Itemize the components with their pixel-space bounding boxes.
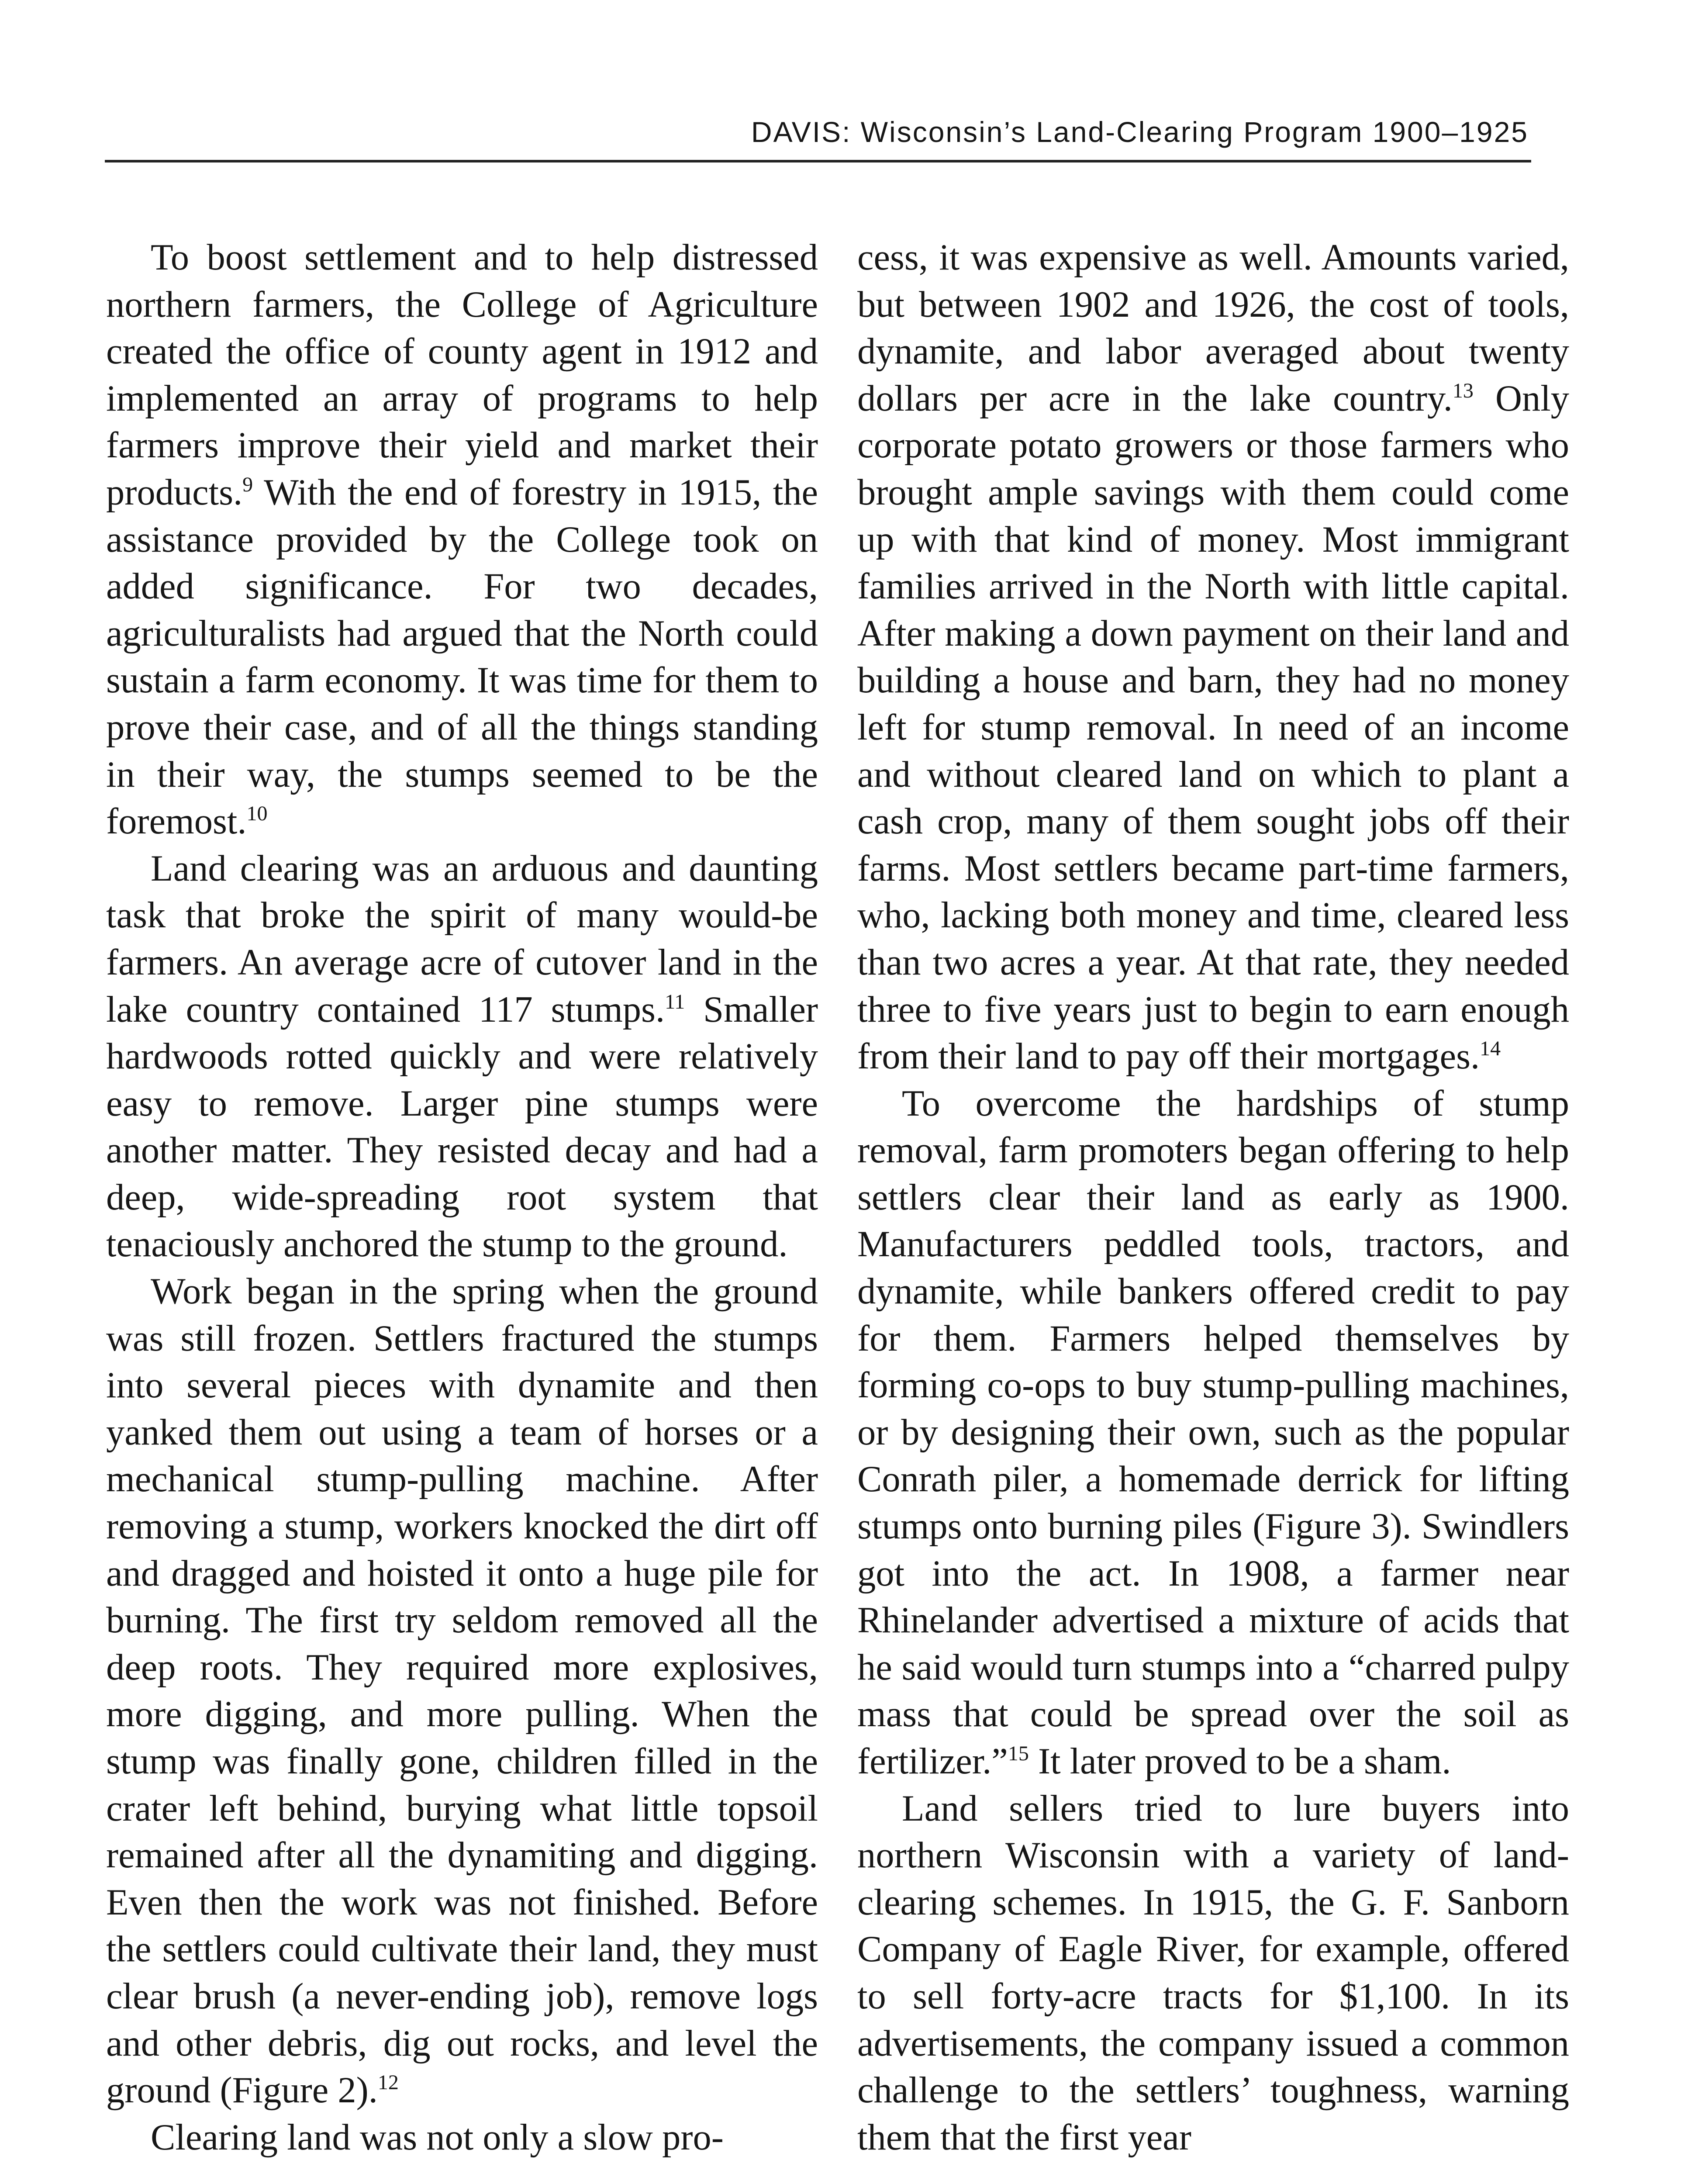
paragraph-text: cess, it was expensive as well. Amounts varied, but between 1902 and 1926, the cost of tools, dynamite, and labor averaged about twenty dollars per acre in the lake country. [857, 237, 1569, 419]
paragraph-text: It later proved to be a sham. [1029, 1741, 1451, 1782]
paragraph-farm-promoters [857, 1080, 1569, 1785]
paragraph-text: To boost settlement and to help distressed northern farmers, the College of Agriculture created the office of county agent in 1912 and implemented an array of programs to help farmers improve their yield and market their products. [106, 237, 818, 513]
paragraph-text: Land clearing was an arduous and daunting task that broke the spirit of many would-be farmers. An average acre of cutover land in the lake country contained 117 stumps. [106, 848, 818, 1030]
footnote-ref-11: 11 [665, 990, 685, 1013]
paragraph-text: Smaller hardwoods rotted quickly and were relatively easy to remove. Larger pine stumps were another matter. They resisted decay and had a deep, wide-spreading root system that tenaciously anchored the stump to the ground. [106, 989, 818, 1265]
footnote-ref-15: 15 [1008, 1742, 1029, 1765]
footnote-ref-14: 14 [1480, 1037, 1501, 1061]
paragraph-county-agent [106, 234, 818, 845]
paragraph-text: With the end of forestry in 1915, the assistance provided by the College took on added significance. For two decades, agriculturalists had argued that the North could sustain a farm economy. It was time for them to prove their case, and of all the things standing in their way, the stumps seemed to be the foremost. [106, 472, 818, 842]
paragraph-text: To overcome the hardships of stump removal, farm promoters began offering to help settlers clear their land as early as 1900. Manufacturers peddled tools, tractors, and dynamite, while bankers offered credit to pay for them. Farmers helped themselves by forming co-ops to buy stump-pulling machines, or by designing their own, such as the popular Conrath piler, a homemade derrick for lifting stumps onto burning piles (Figure 3). Swindlers got into the act. In 1908, a farmer near Rhinelander advertised a mixture of acids that he said would turn stumps into a “charred pulpy mass that could be spread over the soil as fertilizer.” [857, 1083, 1569, 1782]
running-head: DAVIS: Wisconsin’s Land-Clearing Program 1900–1925 [751, 116, 1529, 148]
footnote-ref-10: 10 [246, 802, 268, 826]
paragraph-land-clearing [106, 845, 818, 1268]
footnote-ref-12: 12 [377, 2071, 399, 2094]
paragraph-land-sellers [857, 1785, 1569, 2161]
footnote-ref-13: 13 [1452, 379, 1474, 402]
paragraph-clearing-cost-continued [857, 234, 1569, 1080]
paragraph-work-began [106, 1268, 818, 2114]
paragraph-clearing-cost-start [106, 2114, 818, 2161]
left-column [106, 234, 818, 2161]
paragraph-text: Clearing land was not only a slow pro- [151, 2117, 724, 2158]
right-column [857, 234, 1569, 2161]
paragraph-text: Land sellers tried to lure buyers into northern Wisconsin with a variety of land-clearing schemes. In 1915, the G. F. Sanborn Company of Eagle River, for example, offered to sell forty-acre tracts for $1,100. In its advertisements, the company issued a common challenge to the settlers’ toughness, warning them that the first year [857, 1788, 1569, 2158]
header-rule [105, 160, 1531, 162]
paragraph-text: Only corporate potato growers or those farmers who brought ample savings with them could come up with that kind of money. Most immigrant families arrived in the North with little capital. After making a down payment on their land and building a house and barn, they had no money left for stump removal. In need of an income and without cleared land on which to plant a cash crop, many of them sought jobs off their farms. Most settlers became part-time farmers, who, lacking both money and time, cleared less than two acres a year. At that rate, they needed three to five years just to begin to earn enough from their land to pay off their mortgages. [857, 378, 1569, 1077]
footnote-ref-9: 9 [242, 473, 253, 496]
paragraph-text: Work began in the spring when the ground was still frozen. Settlers fractured the stumps into several pieces with dynamite and then yanked them out using a team of horses or a mechanical stump-pulling machine. After removing a stump, workers knocked the dirt off and dragged and hoisted it onto a huge pile for burning. The first try seldom removed all the deep roots. They required more explosives, more digging, and more pulling. When the stump was finally gone, children filled in the crater left behind, burying what little topsoil remained after all the dynamiting and digging. Even then the work was not finished. Before the settlers could cultivate their land, they must clear brush (a never-ending job), remove logs and other debris, dig out rocks, and level the ground (Figure 2). [106, 1271, 818, 2111]
